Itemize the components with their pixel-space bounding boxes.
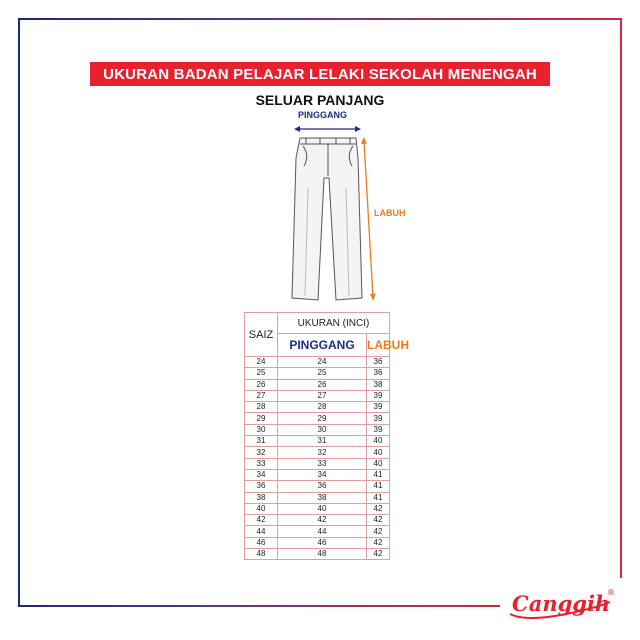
length-cell: 40 [367, 436, 390, 447]
waist-cell: 27 [278, 390, 367, 401]
subtitle: SELUAR PANJANG [255, 92, 385, 108]
waist-column-header: PINGGANG [278, 334, 367, 357]
table-row [245, 447, 390, 458]
size-cell: 33 [245, 458, 278, 469]
length-cell: 39 [367, 413, 390, 424]
measurement-group-header: UKURAN (INCI) [278, 313, 390, 334]
table-row [245, 357, 390, 368]
size-cell: 42 [245, 515, 278, 526]
table-row [245, 424, 390, 435]
table-row [245, 549, 390, 560]
waist-label: PINGGANG [298, 110, 348, 120]
size-cell: 40 [245, 503, 278, 514]
length-cell: 40 [367, 458, 390, 469]
table-row [245, 390, 390, 401]
table-row [245, 458, 390, 469]
size-cell: 46 [245, 537, 278, 548]
waist-cell: 24 [278, 357, 367, 368]
waist-cell: 29 [278, 413, 367, 424]
waist-cell: 26 [278, 379, 367, 390]
waist-cell: 28 [278, 402, 367, 413]
size-cell: 31 [245, 436, 278, 447]
table-row [245, 402, 390, 413]
waist-cell: 44 [278, 526, 367, 537]
size-chart-table [244, 312, 409, 560]
size-cell: 44 [245, 526, 278, 537]
length-cell: 42 [367, 537, 390, 548]
waist-cell: 36 [278, 481, 367, 492]
table-row [245, 515, 390, 526]
brand-logo-text: Canggih [512, 591, 611, 616]
length-cell: 42 [367, 515, 390, 526]
length-cell: 39 [367, 424, 390, 435]
length-cell: 36 [367, 357, 390, 368]
size-cell: 27 [245, 390, 278, 401]
waist-cell: 46 [278, 537, 367, 548]
length-cell: 42 [367, 503, 390, 514]
length-cell: 41 [367, 481, 390, 492]
waist-cell: 42 [278, 515, 367, 526]
brand-logo [506, 584, 618, 622]
length-cell: 41 [367, 469, 390, 480]
length-label: LABUH [374, 208, 406, 218]
waist-arrow-icon [294, 126, 361, 132]
waist-cell: 31 [278, 436, 367, 447]
table-row [245, 436, 390, 447]
length-cell: 36 [367, 368, 390, 379]
length-cell: 39 [367, 402, 390, 413]
table-row [245, 469, 390, 480]
waist-cell: 38 [278, 492, 367, 503]
table-row [245, 413, 390, 424]
length-cell: 38 [367, 379, 390, 390]
length-cell: 41 [367, 492, 390, 503]
size-cell: 24 [245, 357, 278, 368]
size-cell: 48 [245, 549, 278, 560]
size-cell: 38 [245, 492, 278, 503]
size-cell: 30 [245, 424, 278, 435]
trousers-icon [292, 138, 362, 300]
size-cell: 25 [245, 368, 278, 379]
waist-cell: 33 [278, 458, 367, 469]
length-cell: 40 [367, 447, 390, 458]
waist-cell: 30 [278, 424, 367, 435]
size-cell: 29 [245, 413, 278, 424]
table-row [245, 379, 390, 390]
length-cell: 39 [367, 390, 390, 401]
size-column-header: SAIZ [245, 313, 278, 357]
table-row [245, 492, 390, 503]
length-column-header: LABUH [367, 334, 390, 357]
waist-cell: 34 [278, 469, 367, 480]
waist-cell: 40 [278, 503, 367, 514]
table-row [245, 537, 390, 548]
size-cell: 28 [245, 402, 278, 413]
waist-cell: 48 [278, 549, 367, 560]
frame-top-border [18, 18, 622, 20]
size-cell: 32 [245, 447, 278, 458]
page-title: UKURAN BADAN PELAJAR LELAKI SEKOLAH MENENGAH [90, 62, 550, 86]
size-cell: 36 [245, 481, 278, 492]
table-row [245, 503, 390, 514]
table-row [245, 368, 390, 379]
length-cell: 42 [367, 526, 390, 537]
size-cell: 26 [245, 379, 278, 390]
table-row [245, 526, 390, 537]
waist-cell: 25 [278, 368, 367, 379]
waist-cell: 32 [278, 447, 367, 458]
table-row [245, 481, 390, 492]
size-cell: 34 [245, 469, 278, 480]
brand-registered-mark: ® [607, 588, 615, 597]
size-table-body [245, 357, 390, 560]
length-arrow-icon [361, 137, 376, 301]
frame-bottom-border [18, 605, 500, 607]
length-cell: 42 [367, 549, 390, 560]
